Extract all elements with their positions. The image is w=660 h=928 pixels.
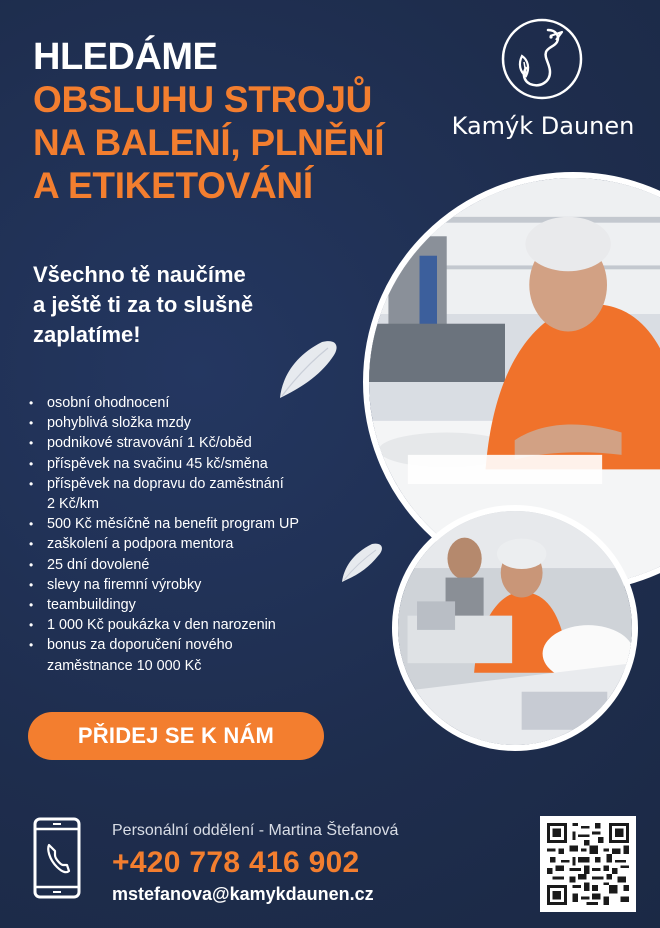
list-item: • 25 dní dovolené	[27, 555, 367, 575]
contact-label: Personální oddělení - Martina Štefanová	[112, 822, 399, 839]
list-item	[27, 474, 367, 514]
headline-line-3: NA BALENÍ, PLNĚNÍ	[33, 122, 385, 163]
worker-photo-small	[392, 505, 638, 751]
list-item-text: bonus za doporučení nového	[47, 637, 233, 654]
list-item: • pohyblivá složka mzdy	[27, 413, 367, 433]
company-logo	[448, 16, 638, 146]
list-item-text-cont: zaměstnance 10 000 Kč	[47, 657, 202, 674]
worker-photo-small-image	[398, 511, 632, 745]
list-item-text: příspěvek na dopravu do zaměstnání	[47, 475, 284, 492]
list-item: • slevy na firemní výrobky	[27, 575, 367, 595]
list-item: • příspěvek na svačinu 45 kč/směna	[27, 454, 367, 474]
contact-phone[interactable]: +420 778 416 902	[112, 846, 360, 879]
headline-line-1: HLEDÁME	[33, 36, 218, 78]
contact-email[interactable]: mstefanova@kamykdaunen.cz	[112, 884, 374, 904]
list-item: • osobní ohodnocení	[27, 393, 367, 413]
headline	[33, 36, 433, 207]
subheadline-line-3: zaplatíme!	[33, 322, 141, 347]
qr-code-icon	[547, 823, 629, 905]
headline-line-2: OBSLUHU STROJŮ	[33, 79, 373, 120]
list-item-text-cont: 2 Kč/km	[47, 496, 99, 513]
subheadline-line-2: a ještě ti za to slušně	[33, 292, 254, 317]
join-us-button[interactable]: PŘIDEJ SE K NÁM	[28, 712, 324, 760]
list-item: • 500 Kč měsíčně na benefit program UP	[27, 514, 367, 534]
list-item: • 1 000 Kč poukázka v den narozenin	[27, 615, 367, 635]
list-item: • zaškolení a podpora mentora	[27, 534, 367, 554]
headline-line-4: A ETIKETOVÁNÍ	[33, 165, 313, 206]
list-item: • podnikové stravování 1 Kč/oběd	[27, 433, 367, 453]
qr-code[interactable]	[540, 816, 636, 912]
phone-icon	[33, 817, 81, 899]
list-item: • teambuildingy	[27, 595, 367, 615]
benefits-list	[27, 393, 367, 676]
subheadline-line-1: Všechno tě naučíme	[33, 262, 246, 287]
company-logo-name: Kamýk Daunen	[451, 112, 635, 140]
bird-feather-logo-icon	[500, 16, 584, 102]
list-item	[27, 635, 367, 675]
